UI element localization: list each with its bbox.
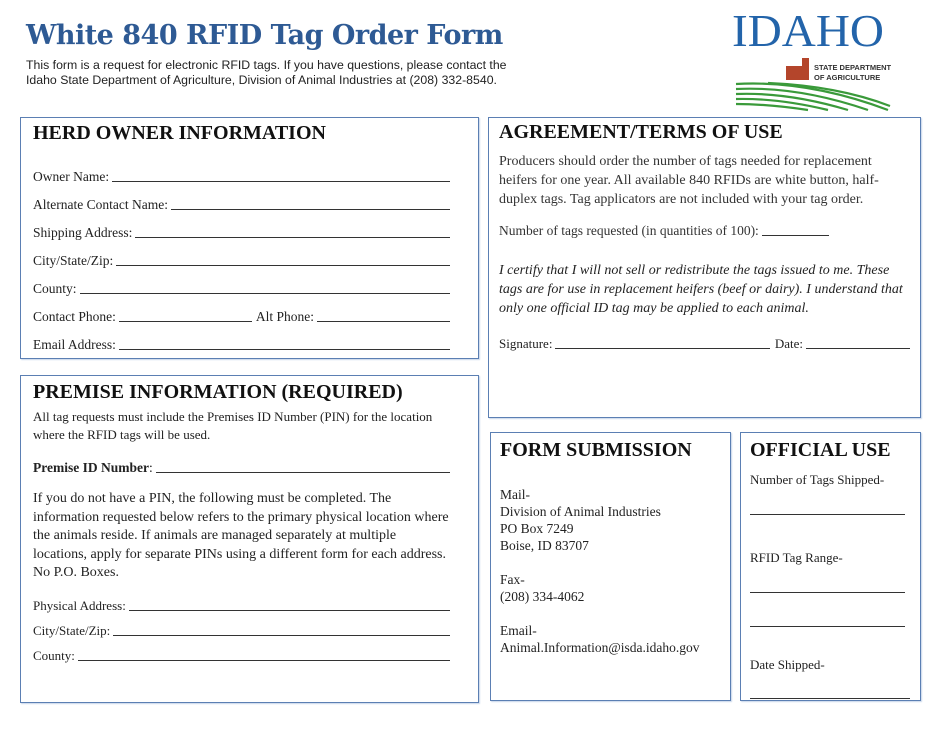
city-state-zip-field[interactable] xyxy=(33,241,450,269)
certification-text: I certify that I will not sell or redistribute the tags issued to me. These tags are for use in replacement heifers (beef or dairy). I understand that only one official ID tag may be applied to each animal. xyxy=(499,263,903,316)
tag-range-line[interactable] xyxy=(750,626,905,627)
alt-phone-input[interactable] xyxy=(317,320,450,322)
subtitle-line: This form is a request for electronic RFID tags. If you have questions, please contact the xyxy=(26,58,507,72)
mail-address-line: Division of Animal Industries xyxy=(500,504,661,519)
field-label: City/State/Zip: xyxy=(33,253,114,268)
date-input[interactable] xyxy=(806,347,910,349)
official-use-section xyxy=(740,432,921,701)
input-line[interactable] xyxy=(129,609,450,611)
input-line[interactable] xyxy=(762,234,829,236)
quantity-field[interactable] xyxy=(499,211,829,239)
field-label: Alternate Contact Name: xyxy=(33,197,168,212)
email-label: Email- xyxy=(500,623,537,638)
field-label: Email Address: xyxy=(33,337,116,352)
input-line[interactable] xyxy=(135,236,450,238)
field-label: Contact Phone: xyxy=(33,309,116,324)
tag-range-line[interactable] xyxy=(750,592,905,593)
alt-contact-field[interactable] xyxy=(33,185,450,213)
herd-owner-section xyxy=(20,117,479,359)
form-submission-section xyxy=(490,432,731,701)
physical-address-field[interactable] xyxy=(33,589,450,614)
date-shipped-label: Date Shipped- xyxy=(750,657,825,672)
input-line[interactable] xyxy=(112,180,450,182)
signature-fields xyxy=(499,324,910,352)
tags-shipped-line[interactable] xyxy=(750,514,905,515)
field-label: Premise ID Number xyxy=(33,460,149,475)
field-label: Alt Phone: xyxy=(255,309,315,324)
input-line[interactable] xyxy=(116,264,450,266)
page-subtitle xyxy=(26,58,507,88)
input-line[interactable] xyxy=(156,471,450,473)
premise-city-field[interactable] xyxy=(33,614,450,639)
section-heading: OFFICIAL USE xyxy=(750,439,891,461)
submission-details xyxy=(500,486,722,656)
email-link[interactable]: Animal.Information@isda.idaho.gov xyxy=(500,640,700,655)
agreement-text: Producers should order the number of tags needed for replacement heifers for one year. All available 840 RFIDs are white button, half-duplex tags. Tag applicators are not included with your tag order. xyxy=(499,154,879,207)
owner-name-field[interactable] xyxy=(33,157,450,185)
field-label: Signature: xyxy=(499,336,553,351)
section-heading: AGREEMENT/TERMS OF USE xyxy=(499,121,783,143)
page-title: White 840 RFID Tag Order Form xyxy=(26,20,503,51)
field-label: County: xyxy=(33,281,77,296)
field-label: Owner Name: xyxy=(33,169,110,184)
input-line[interactable] xyxy=(113,634,450,636)
input-line[interactable] xyxy=(80,292,450,294)
tags-shipped-label: Number of Tags Shipped- xyxy=(750,472,885,487)
section-heading: HERD OWNER INFORMATION xyxy=(33,122,326,144)
date-shipped-line[interactable] xyxy=(750,698,910,699)
contact-phone-input[interactable] xyxy=(119,320,252,322)
field-label: Number of tags requested (in quantities of 100): xyxy=(499,223,759,238)
phone-fields xyxy=(33,297,450,325)
signature-input[interactable] xyxy=(555,347,769,349)
fax-number: (208) 334-4062 xyxy=(500,589,585,604)
premise-instructions: If you do not have a PIN, the following must be completed. The information requested below refers to the primary physical location where the animals reside. If animals are managed separately at multiple locations, apply for separate PINs using a different form for each address. No P.O. Boxes. xyxy=(33,491,449,580)
county-field[interactable] xyxy=(33,269,450,297)
tag-range-label: RFID Tag Range- xyxy=(750,550,843,565)
logo-line: STATE DEPARTMENT xyxy=(814,63,892,72)
mail-address-line: Boise, ID 83707 xyxy=(500,538,589,553)
logo-word: IDAHO xyxy=(732,5,884,56)
field-label: Physical Address: xyxy=(33,597,126,613)
email-field[interactable] xyxy=(33,325,450,353)
subtitle-line: Idaho State Department of Agriculture, Division of Animal Industries at (208) 332-8540. xyxy=(26,73,497,87)
logo-line: OF AGRICULTURE xyxy=(814,73,881,82)
mail-label: Mail- xyxy=(500,487,530,502)
premise-section xyxy=(20,375,479,703)
isda-logo xyxy=(728,4,893,112)
section-heading: PREMISE INFORMATION (REQUIRED) xyxy=(33,381,403,403)
field-label: County: xyxy=(33,647,75,663)
fax-label: Fax- xyxy=(500,572,525,587)
field-label: City/State/Zip: xyxy=(33,622,111,638)
field-label: Date: xyxy=(774,336,803,351)
premise-id-field[interactable] xyxy=(33,448,450,476)
premise-county-field[interactable] xyxy=(33,639,450,664)
shipping-address-field[interactable] xyxy=(33,213,450,241)
input-line[interactable] xyxy=(119,348,450,350)
field-label: Shipping Address: xyxy=(33,225,133,240)
section-heading: FORM SUBMISSION xyxy=(500,439,692,461)
mail-address-line: PO Box 7249 xyxy=(500,521,574,536)
input-line[interactable] xyxy=(78,659,450,661)
premise-intro: All tag requests must include the Premises ID Number (PIN) for the location where the RFID tags will be used. xyxy=(33,409,433,442)
input-line[interactable] xyxy=(171,208,450,210)
field-label-colon: : xyxy=(148,460,153,475)
agreement-section xyxy=(488,117,921,418)
